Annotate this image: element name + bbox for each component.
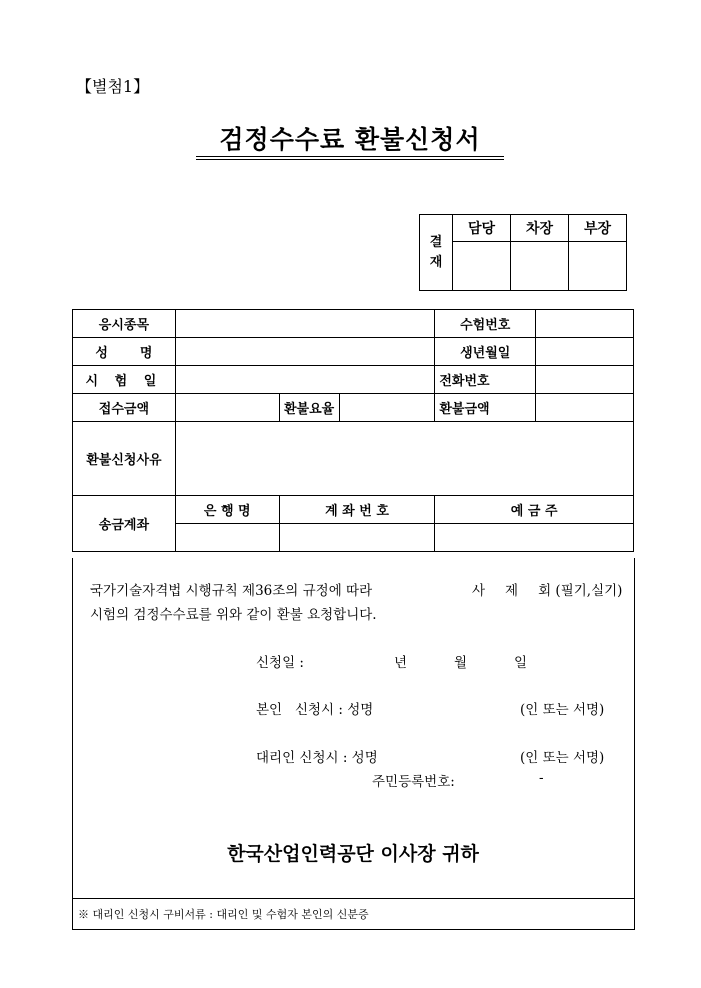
depositor-label: 예 금 주 <box>435 496 634 524</box>
apply-month-label: 월 <box>454 655 468 671</box>
apply-date-label: 신청일 : <box>256 655 304 671</box>
exam-round-text: 사 제 회 (필기,실기) <box>472 583 623 599</box>
declaration-line-2: 시험의 검정수수료를 위와 같이 환불 요청합니다. <box>90 607 377 623</box>
agent-apply-label: 대리인 신청시 : 성명 <box>256 750 378 766</box>
refund-amount-field[interactable] <box>536 394 634 422</box>
refund-rate-field[interactable] <box>339 394 435 422</box>
footer-note: ※ 대리인 신청시 구비서류 : 대리인 및 수험자 본인의 신분증 <box>78 908 369 921</box>
agent-sign-note: (인 또는 서명) <box>520 750 605 766</box>
self-sign-note: (인 또는 서명) <box>520 702 605 718</box>
approval-header-manager: 부장 <box>569 215 627 242</box>
approval-sign-deputy[interactable] <box>511 242 569 291</box>
apply-day-label: 일 <box>514 655 528 671</box>
remit-account-label: 송금계좌 <box>73 496 176 552</box>
name-field[interactable] <box>175 338 434 366</box>
account-number-field[interactable] <box>279 524 435 552</box>
bank-name-field[interactable] <box>175 524 279 552</box>
approval-header-deputy: 차장 <box>511 215 569 242</box>
exam-date-label: 시 험 일 <box>73 366 176 394</box>
attachment-label: 【별첨1】 <box>76 77 150 96</box>
approval-table <box>419 214 627 291</box>
refund-rate-label: 환불요율 <box>279 394 339 422</box>
title-underline-second <box>196 159 504 160</box>
birth-date-label: 생년월일 <box>435 338 536 366</box>
approval-sign-staff[interactable] <box>453 242 511 291</box>
exam-type-field[interactable] <box>175 310 434 338</box>
receipt-amount-label: 접수금액 <box>73 394 176 422</box>
self-apply-label: 본인 신청시 : 성명 <box>256 702 374 718</box>
receipt-amount-field[interactable] <box>175 394 279 422</box>
exam-type-label: 응시종목 <box>73 310 176 338</box>
birth-date-field[interactable] <box>536 338 634 366</box>
application-form-table <box>72 309 634 552</box>
approval-label: 결 재 <box>420 215 453 291</box>
apply-year-label: 년 <box>394 655 408 671</box>
name-label: 성 명 <box>73 338 176 366</box>
phone-label: 전화번호 <box>435 366 536 394</box>
bank-name-label: 은 행 명 <box>175 496 279 524</box>
refund-reason-field[interactable] <box>175 422 633 496</box>
approval-header-staff: 담당 <box>453 215 511 242</box>
exam-number-label: 수험번호 <box>435 310 536 338</box>
page-title: 검정수수료 환불신청서 <box>219 125 481 154</box>
exam-date-field[interactable] <box>175 366 434 394</box>
phone-field[interactable] <box>536 366 634 394</box>
exam-number-field[interactable] <box>536 310 634 338</box>
approval-sign-manager[interactable] <box>569 242 627 291</box>
account-number-label: 계 좌 번 호 <box>279 496 435 524</box>
resident-number-label: 주민등록번호: <box>372 774 455 790</box>
addressee: 한국산업인력공단 이사장 귀하 <box>227 843 479 865</box>
depositor-field[interactable] <box>435 524 634 552</box>
declaration-line-1: 국가기술자격법 시행규칙 제36조의 규정에 따라 <box>90 583 373 599</box>
refund-amount-label: 환불금액 <box>435 394 536 422</box>
resident-number-dash: - <box>539 770 544 786</box>
refund-reason-label: 환불신청사유 <box>73 422 176 496</box>
title-underline <box>196 156 504 157</box>
